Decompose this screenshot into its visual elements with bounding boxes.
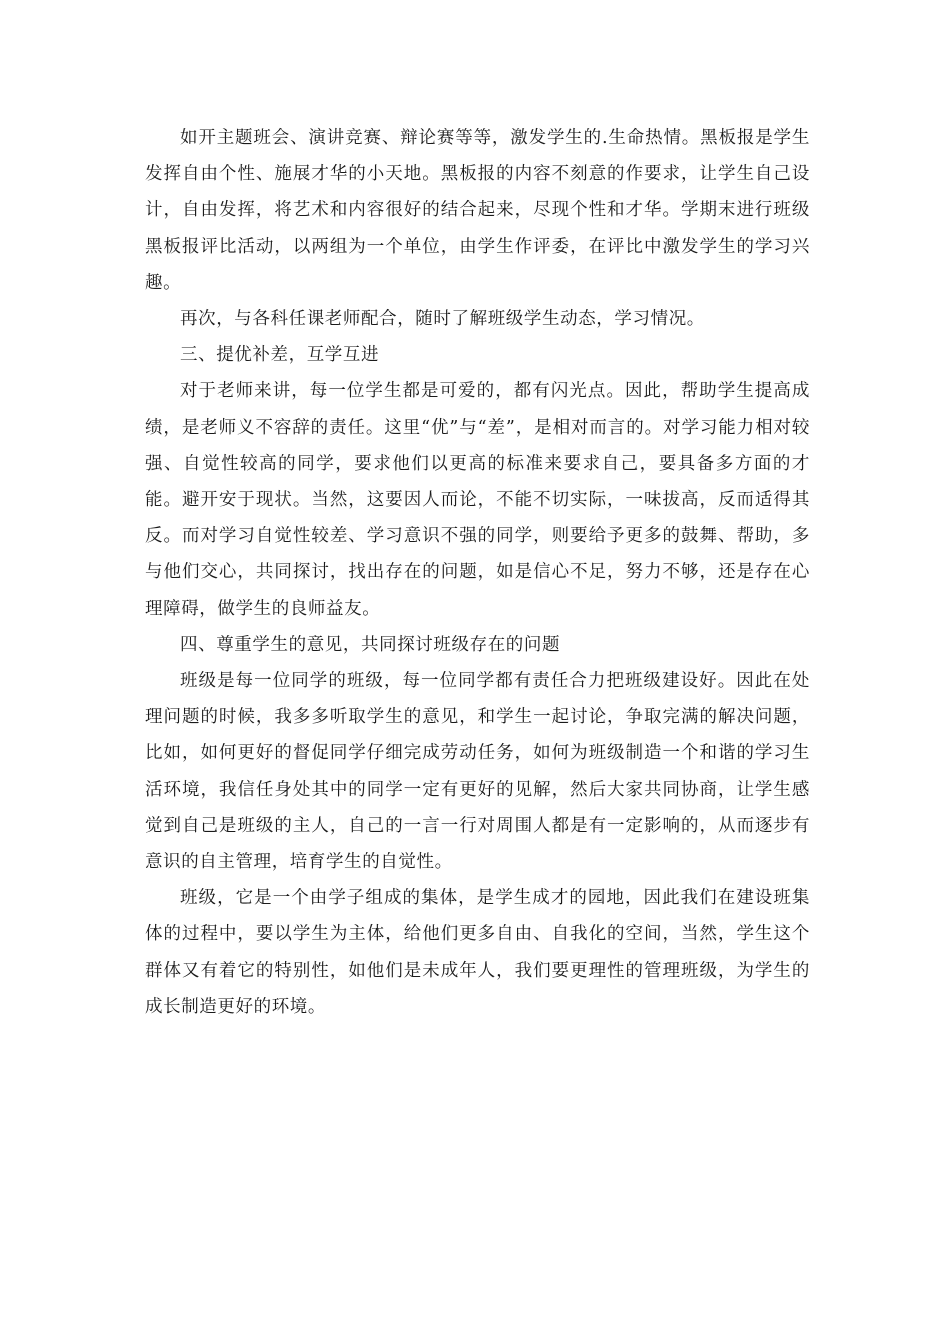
paragraph-respect-opinions: 班级是每一位同学的班级，每一位同学都有责任合力把班级建设好。因此在处理问题的时候，我多多听取学生的意见，和学生一起讨论，争取完满的解决问题，比如，如何更好的督促同学仔细完成劳动任务，如何为班级制造一个和谐的学习生活环境，我信任身处其中的同学一定有更好的见解，然后大家共同协商，让学生感觉到自己是班级的主人，自己的一言一行对周围人都是有一定影响的，从而逐步有意识的自主管理，培育学生的自觉性。: [145, 671, 810, 873]
document-page: [145, 120, 810, 1025]
section-heading-4: 四、尊重学生的意见，共同探讨班级存在的问题: [180, 634, 561, 655]
paragraph-improve-students: 对于老师来讲，每一位学生都是可爱的，都有闪光点。因此，帮助学生提高成绩，是老师义不容辞的责任。这里“优”与“差”，是相对而言的。对学习能力相对较强、自觉性较高的同学，要求他们以更高的标准来要求自己，要具备多方面的才能。避开安于现状。当然，这要因人而论，不能不切实际，一味拔高，反而适得其反。而对学习自觉性较差、学习意识不强的同学，则要给予更多的鼓舞、帮助，多与他们交心，共同探讨，找出存在的问题，如是信心不足，努力不够，还是存在心理障碍，做学生的良师益友。: [145, 381, 810, 619]
paragraph-teacher-cooperation: 再次，与各科任课老师配合，随时了解班级学生动态，学习情况。: [180, 309, 705, 330]
section-heading-3: 三、提优补差，互学互进: [180, 345, 380, 366]
paragraph-conclusion: 班级，它是一个由学子组成的集体，是学生成才的园地，因此我们在建设班集体的过程中，要以学生为主体，给他们更多自由、自我化的空间，当然，学生这个群体又有着它的特别性，如他们是未成年人，我们要更理性的管理班级，为学生的成长制造更好的环境。: [145, 888, 810, 1017]
paragraph-activities-continuation: 如开主题班会、演讲竞赛、辩论赛等等，激发学生的.生命热情。黑板报是学生发挥自由个性、施展才华的小天地。黑板报的内容不刻意的作要求，让学生自己设计，自由发挥，将艺术和内容很好的结合起来，尽现个性和才华。学期末进行班级黑板报评比活动，以两组为一个单位，由学生作评委，在评比中激发学生的学习兴趣。: [145, 128, 810, 293]
